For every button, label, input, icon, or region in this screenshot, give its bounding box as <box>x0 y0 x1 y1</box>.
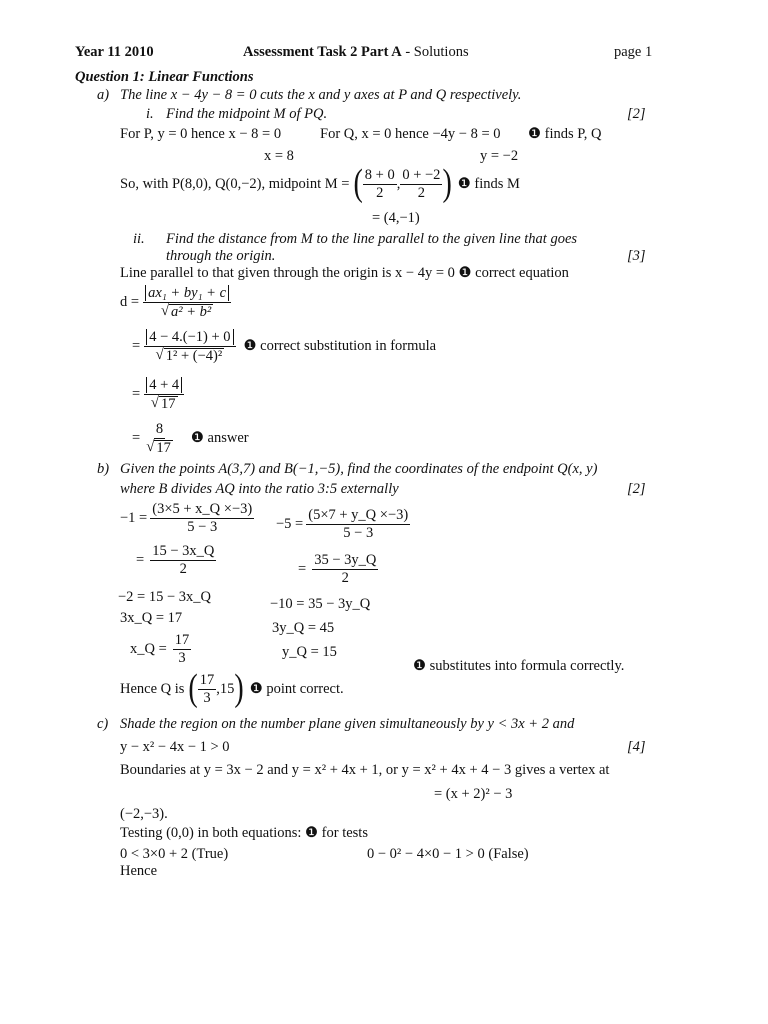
y-eq-4: 3y_Q = 45 <box>272 620 335 636</box>
denominator: 3 <box>203 689 211 706</box>
absolute-value: 4 − 4.(−1) + 0 <box>146 329 233 345</box>
paren-close: ) <box>234 667 244 710</box>
fraction <box>144 422 175 455</box>
part-a-label: a) <box>97 87 110 103</box>
comma: , <box>396 175 401 192</box>
denominator <box>159 303 215 320</box>
header-page: page 1 <box>614 44 653 60</box>
hence-final: Hence <box>120 863 158 879</box>
x-eq-4: 3x_Q = 17 <box>120 610 183 626</box>
sqrt-icon: √ 1² + (−4)² <box>155 346 223 364</box>
paren-close: ) <box>442 162 452 205</box>
denominator <box>154 347 227 364</box>
part-a-ii-question-1: Find the distance from M to the line parallel to the given line that goes <box>166 231 578 247</box>
part-c-label: c) <box>97 716 109 732</box>
numerator: (5×7 + y_Q ×−3) <box>308 507 409 523</box>
numerator: 0 + −2 <box>402 167 441 183</box>
x-eq-3: −2 = 15 − 3x_Q <box>118 589 212 605</box>
note-substitutes: ❶ substitutes into formula correctly. <box>413 658 625 674</box>
y-eq-1 <box>276 508 410 540</box>
header-center <box>243 45 469 60</box>
sqrt-icon: √ a² + b² <box>160 302 212 320</box>
line-y-m2: y = −2 <box>480 148 519 164</box>
fraction <box>363 168 397 200</box>
fraction <box>173 633 192 665</box>
numerator <box>144 378 184 395</box>
fraction <box>150 544 216 576</box>
numerator: 17 <box>174 632 190 648</box>
line-for-p: For P, y = 0 hence x − 8 = 0 <box>120 126 282 142</box>
vertex: (−2,−3). <box>120 806 168 822</box>
equals: = <box>132 430 141 447</box>
fraction <box>150 502 254 534</box>
lhs: −1 = <box>120 509 148 526</box>
answer-row <box>132 422 249 455</box>
equals: = <box>136 551 145 568</box>
part-a-ii-question-2: through the origin. <box>166 248 276 264</box>
testing: Testing (0,0) in both equations: ❶ for tests <box>120 825 368 841</box>
note-point-correct: ❶ point correct. <box>249 680 344 697</box>
part-a-i-question: Find the midpoint M of PQ. <box>166 106 328 122</box>
numerator <box>143 286 231 303</box>
numerator: 8 + 0 <box>364 167 395 183</box>
denominator: 5 − 3 <box>343 524 374 541</box>
part-a-i-label: i. <box>146 106 154 122</box>
y-eq-2 <box>298 553 378 585</box>
substitution-row <box>132 330 436 363</box>
denominator: 5 − 3 <box>187 518 218 535</box>
hence-q-row <box>120 667 344 710</box>
lhs: x_Q = <box>130 640 167 657</box>
numerator: (3×5 + x_Q ×−3) <box>152 501 253 517</box>
part-b-label: b) <box>97 461 110 477</box>
part-a-ii-marks: [3] <box>627 248 646 264</box>
x-eq-2 <box>136 544 216 576</box>
denominator: 3 <box>178 649 186 666</box>
denominator <box>144 439 175 456</box>
equals: d = <box>120 294 140 311</box>
radicand: a² + b² <box>171 303 212 320</box>
line-for-q: For Q, x = 0 hence −4y − 8 = 0 <box>320 126 501 142</box>
fraction <box>144 330 235 363</box>
part-c-question-2: y − x² − 4x − 1 > 0 <box>120 739 230 755</box>
header-title: Assessment Task 2 Part A <box>243 44 402 60</box>
line-x-8: x = 8 <box>264 148 294 164</box>
header-subtitle: - Solutions <box>401 44 469 60</box>
hence-text: Hence Q is <box>120 680 185 697</box>
y-eq-3: −10 = 35 − 3y_Q <box>270 596 371 612</box>
simplify-row <box>132 378 184 411</box>
equals: = <box>132 386 141 403</box>
parallel-line: Line parallel to that given through the origin is x − 4y = 0 ❶ correct equation <box>120 265 569 281</box>
denominator: 2 <box>417 184 425 201</box>
test-1: 0 < 3×0 + 2 (True) <box>120 846 229 862</box>
fraction <box>198 673 217 705</box>
part-c-marks: [4] <box>627 739 646 755</box>
sqrt-icon: √ 17 <box>146 438 171 456</box>
paren-open: ( <box>188 667 198 710</box>
note-substitution: ❶ correct substitution in formula <box>243 338 437 355</box>
note-finds-m: ❶ finds M <box>457 175 520 192</box>
part-b-question-2: where B divides AQ into the ratio 3:5 externally <box>120 481 399 497</box>
radicand: 1² + (−4)² <box>165 347 223 364</box>
fraction <box>312 553 378 585</box>
test-2: 0 − 0² − 4×0 − 1 > 0 (False) <box>367 846 529 862</box>
radicand: 17 <box>156 439 171 456</box>
sqrt-icon: √ 17 <box>150 394 176 412</box>
numerator: 15 − 3x_Q <box>152 543 215 559</box>
denominator: 2 <box>376 184 384 201</box>
equals: = <box>132 338 141 355</box>
x-eq-1 <box>120 502 254 534</box>
part-a-question: The line x − 4y − 8 = 0 cuts the x and y axes at P and Q respectively. <box>120 87 522 103</box>
part-b-question-1: Given the points A(3,7) and B(−1,−5), find the coordinates of the endpoint Q(x, y) <box>120 461 598 477</box>
denominator <box>149 395 180 412</box>
part-a-i-marks: [2] <box>627 106 646 122</box>
fraction <box>306 508 410 540</box>
numerator <box>144 330 235 347</box>
part-b-marks: [2] <box>627 481 646 497</box>
equals: = <box>298 560 307 577</box>
boundaries: Boundaries at y = 3x − 2 and y = x² + 4x + 1, or y = x² + 4x + 4 − 3 gives a vertex at <box>120 762 610 778</box>
vertex-form: = (x + 2)² − 3 <box>434 786 513 802</box>
numerator: 35 − 3y_Q <box>314 552 377 568</box>
radicand: 17 <box>161 395 176 412</box>
header-left: Year 11 2010 <box>75 44 154 60</box>
midpoint-result: = (4,−1) <box>372 210 420 226</box>
denominator: 2 <box>341 569 349 586</box>
lhs: −5 = <box>276 515 304 532</box>
question-title: Question 1: Linear Functions <box>75 69 254 85</box>
numerator: 17 <box>199 672 215 688</box>
y-eq-5: y_Q = 15 <box>282 644 337 660</box>
paren-open: ( <box>353 162 363 205</box>
part-a-ii-label: ii. <box>133 231 145 247</box>
denominator: 2 <box>179 560 187 577</box>
absolute-value: ax₁ + by₁ + c <box>145 285 229 301</box>
numerator-text: 5×7 + y_Q ×−3 <box>313 507 404 523</box>
numerator-text: 3×5 + x_Q ×−3 <box>157 501 248 517</box>
midpoint-text: So, with P(8,0), Q(0,−2), midpoint M = <box>120 175 350 192</box>
numerator: 8 <box>155 421 164 437</box>
distance-formula <box>120 286 231 319</box>
part-c-question-1: Shade the region on the number plane given simultaneously by y < 3x + 2 and <box>120 716 575 732</box>
x-eq-5 <box>130 633 191 665</box>
absolute-value: 4 + 4 <box>146 377 182 393</box>
fraction <box>400 168 442 200</box>
fraction <box>143 286 231 319</box>
note-finds-pq: ❶ finds P, Q <box>528 126 602 142</box>
midpoint-row <box>120 162 520 205</box>
q-rest: ,15 <box>216 680 235 697</box>
note-answer: ❶ answer <box>190 430 249 447</box>
fraction <box>144 378 184 411</box>
